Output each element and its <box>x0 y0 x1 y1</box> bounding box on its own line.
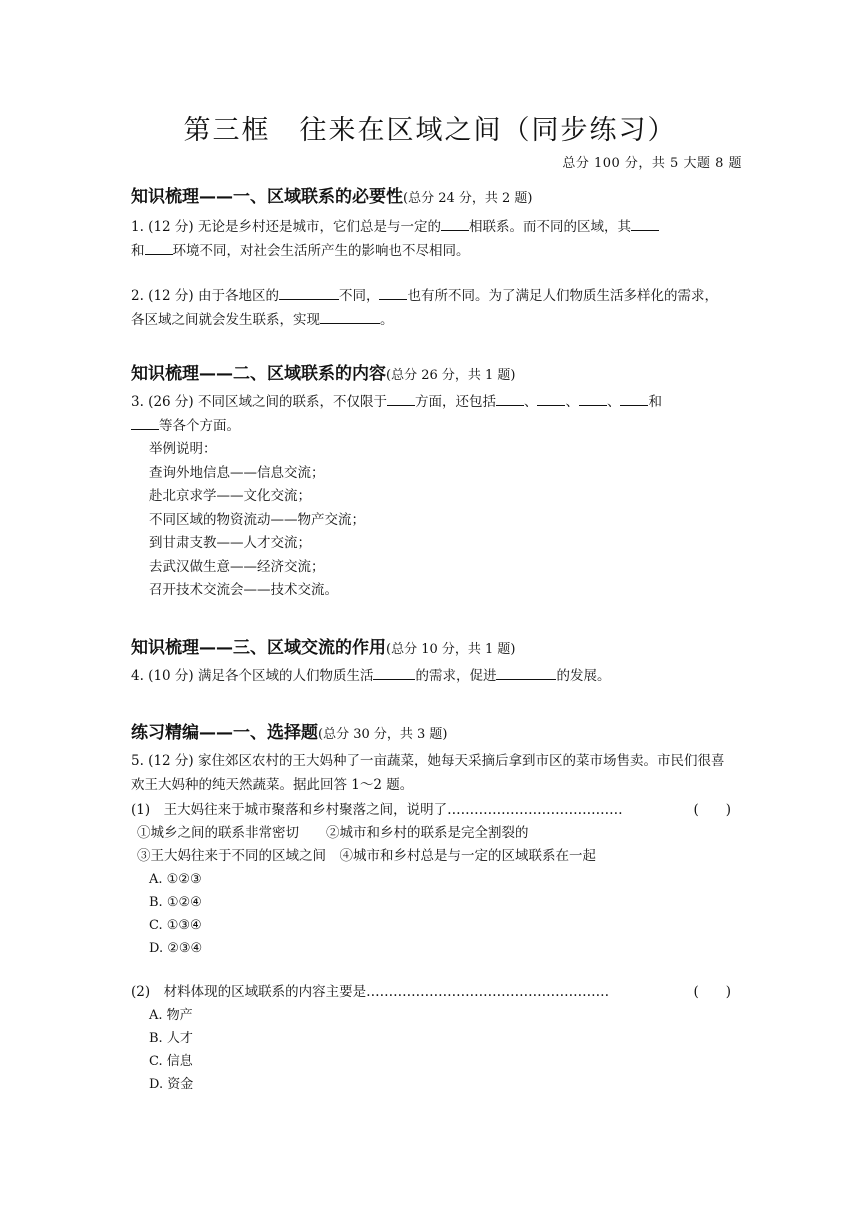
sub-question-text: (2) 材料体现的区域联系的内容主要是……………………………………………… <box>131 983 610 1000</box>
section-heading-2 <box>131 359 731 384</box>
sub-question-2 <box>131 981 731 1004</box>
sub-question-1 <box>131 799 731 822</box>
question-text: 环境不同，对社会生活所产生的影响也不尽相同。 <box>172 243 470 259</box>
choice-d[interactable]: D. ②③④ <box>149 940 203 956</box>
question-text: 和 <box>648 394 662 410</box>
answer-blank[interactable] <box>496 391 524 406</box>
answer-blank[interactable] <box>579 391 607 406</box>
question-5-intro: 5. (12 分) 家住郊区农村的王大妈种了一亩蔬菜，她每天采摘后拿到市区的菜市场售卖。市民们很喜欢王大妈种的纯天然蔬菜。据此回答 1～2 题。 <box>131 752 725 793</box>
section-heading-4 <box>131 718 731 743</box>
choice-b[interactable]: B. ①②④ <box>149 894 202 910</box>
section-heading-1 <box>131 182 731 207</box>
section-meta: (总分 24 分，共 2 题) <box>403 191 533 206</box>
answer-blank[interactable] <box>279 285 339 300</box>
question-text: 和 <box>131 243 145 259</box>
answer-blank[interactable] <box>320 309 380 324</box>
example-line: 举例说明： <box>149 441 217 457</box>
answer-blank[interactable] <box>379 285 407 300</box>
question-text: 的需求，促进 <box>415 667 497 684</box>
statement-row: ①城乡之间的联系非常密切 ②城市和乡村的联系是完全割裂的 <box>137 824 529 841</box>
example-line: 去武汉做生意——经济交流； <box>149 558 325 575</box>
page-title: 第三框 往来在区域之间（同步练习） <box>183 115 677 146</box>
answer-blank[interactable] <box>620 391 648 406</box>
section-title: 知识梳理——一、区域联系的必要性 <box>131 187 403 207</box>
section-title: 知识梳理——二、区域联系的内容 <box>131 364 386 384</box>
choice-c[interactable]: C. ①③④ <box>149 917 202 933</box>
answer-blank[interactable] <box>131 415 159 430</box>
sub-question-text: (1) 王大妈往来于城市聚落和乡村聚落之间，说明了………………………………… <box>131 801 623 818</box>
answer-bracket[interactable]: ( ) <box>693 801 731 818</box>
choice-b[interactable]: B. 人才 <box>149 1030 193 1046</box>
question-text: 4. (10 分) 满足各个区域的人们物质生活 <box>131 667 374 684</box>
answer-bracket[interactable]: ( ) <box>693 983 731 1000</box>
section-meta: (总分 10 分，共 1 题) <box>386 641 516 657</box>
section-heading-3 <box>131 633 731 658</box>
example-line: 不同区域的物资流动——物产交流； <box>149 511 365 528</box>
question-4 <box>131 664 731 688</box>
answer-blank[interactable] <box>441 216 469 231</box>
question-1 <box>131 215 731 263</box>
example-line: 到甘肃支教——人才交流； <box>149 535 311 551</box>
choice-a[interactable]: A. ①②③ <box>149 871 202 887</box>
question-text: 不同， <box>338 288 380 304</box>
example-line: 赴北京求学——文化交流； <box>149 488 311 504</box>
choice-c[interactable]: C. 信息 <box>149 1053 193 1069</box>
example-line: 召开技术交流会——技术交流。 <box>149 582 338 598</box>
section-title: 知识梳理——三、区域交流的作用 <box>131 637 386 658</box>
choice-d[interactable]: D. 资金 <box>149 1076 194 1092</box>
question-text: 方面，还包括 <box>414 394 496 410</box>
content <box>131 180 731 1096</box>
question-text: 相联系。而不同的区域，其 <box>468 219 631 235</box>
question-text: 1. (12 分) 无论是乡村还是城市，它们总是与一定的 <box>131 219 441 235</box>
statement-row: ③王大妈往来于不同的区域之间 ④城市和乡村总是与一定的区域联系在一起 <box>137 847 596 864</box>
question-text: 也有所不同。为了满足人们物质生活多样化的需求，各区域之间就会发生联系，实现 <box>131 288 718 328</box>
question-text: 。 <box>380 312 394 328</box>
section-title: 练习精编——一、选择题 <box>131 722 318 743</box>
question-text: 等各个方面。 <box>159 418 240 434</box>
section-meta: (总分 30 分，共 3 题) <box>318 726 448 742</box>
question-text: 2. (12 分) 由于各地区的 <box>131 288 279 304</box>
example-line: 查询外地信息——信息交流； <box>149 464 325 481</box>
answer-blank[interactable] <box>537 391 565 406</box>
answer-blank[interactable] <box>387 391 415 406</box>
answer-blank[interactable] <box>145 240 173 255</box>
question-2 <box>131 284 731 332</box>
answer-blank[interactable] <box>631 216 659 231</box>
answer-blank[interactable] <box>373 665 415 680</box>
section-meta: (总分 26 分，共 1 题) <box>386 368 516 383</box>
question-text: 的发展。 <box>556 667 611 684</box>
score-summary: 总分 100 分，共 5 大题 8 题 <box>562 156 742 171</box>
question-3: 3. (26 分) 不同区域之间的联系，不仅限于 方面，还包括 、 、 、 和 等各个方面。 <box>131 390 731 438</box>
answer-blank[interactable] <box>496 665 556 680</box>
question-text: 3. (26 分) 不同区域之间的联系，不仅限于 <box>131 394 387 410</box>
choice-a[interactable]: A. 物产 <box>149 1007 193 1023</box>
